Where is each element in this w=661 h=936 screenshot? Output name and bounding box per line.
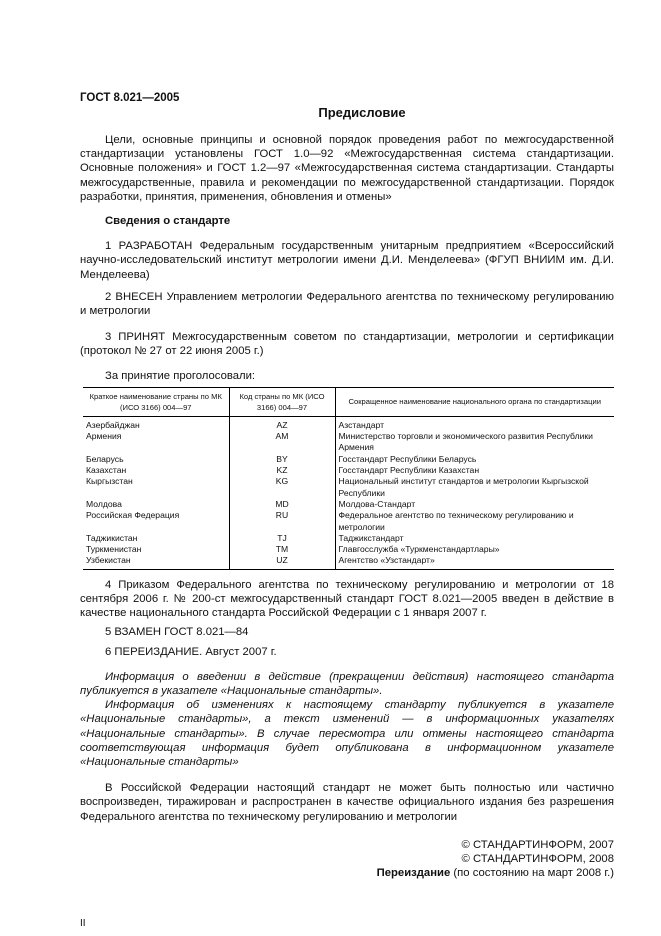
table-row [83,431,614,454]
cell-body: Госстандарт Республики Казахстан [335,465,614,476]
header-country: Краткое наименование страны по МК (ИСО 3166) 004—97 [83,387,229,416]
header-code: Код страны по МК (ИСО 3166) 004—97 [229,387,335,416]
cell-code: AZ [229,416,335,431]
info-paragraph-1: Информация о введении в действие (прекращении действия) настоящего стандарта публикуется в указателе «Национальные стандарты». [80,670,614,697]
item-1: 1 РАЗРАБОТАН Федеральным государственным унитарным предприятием «Всероссийский научно-исследовательский институт метрологии имени Д.И. Менделеева» (ФГУП ВНИИМ им. Д.И. Менделеева) [80,240,614,281]
page-number: II [80,918,86,930]
document-page [80,91,614,930]
table-row [83,555,614,569]
cell-body: Таджикстандарт [335,533,614,544]
cell-body: Министерство торговли и экономического развития Республики Армения [335,431,614,454]
cell-country: Узбекистан [83,555,229,569]
item-4: 4 Приказом Федерального агентства по техническому регулированию и метрологии от 18 сентября 2006 г. № 200-ст межгосударственный стандарт ГОСТ 8.021—2005 введен в действие в качестве национального стандарта Российской Федерации с 1 января 2007 г. [80,578,614,620]
cell-code: MD [229,499,335,510]
reissue-date: (по состоянию на март 2008 г.) [450,867,614,880]
copyright-2008: © СТАНДАРТИНФОРМ, 2008 [461,852,614,865]
cell-code: UZ [229,555,335,569]
cell-body: Главгосслужба «Туркменстандартлары» [335,544,614,555]
cell-body: Федеральное агентство по техническому регулированию и метрологии [335,510,614,533]
cell-code: BY [229,454,335,465]
rights-paragraph: В Российской Федерации настоящий стандарт не может быть полностью или частично воспроизведен, тиражирован и распространен в качестве официального издания без разрешения Федерального агентства по техническому регулированию и метрологии [80,782,614,823]
cell-body: Национальный институт стандартов и метрологии Кыргызской Республики [335,476,614,499]
cell-country: Армения [86,431,122,442]
table-row [83,454,614,465]
table-row [83,533,614,544]
cell-code: RU [229,510,335,533]
voting-table [83,387,614,570]
header-body: Сокращенное наименование национального органа по стандартизации [335,387,614,416]
item-3: 3 ПРИНЯТ Межгосударственным советом по стандартизации, метрологии и сертификации (протокол № 27 от 22 июня 2005 г.) [80,331,614,358]
table-header-row [83,387,614,416]
item-2: 2 ВНЕСЕН Управлением метрологии Федерального агентства по техническому регулированию и метрологии [80,290,614,318]
cell-code: KZ [229,465,335,476]
item-5: 5 ВЗАМЕН ГОСТ 8.021—84 [105,626,249,639]
document-header: ГОСТ 8.021—2005 [80,92,180,104]
copyright-2007: © СТАНДАРТИНФОРМ, 2007 [461,838,614,851]
cell-body: Госстандарт Республики Беларусь [335,454,614,465]
cell-country: Туркменистан [86,544,142,555]
cell-country: Азербайджан [86,419,140,430]
table-row [83,465,614,476]
table-row [83,499,614,510]
info-paragraph-2: Информация об изменениях к настоящему стандарту публикуется в указателе «Национальные стандарты», а текст изменений — в информационных указателях «Национальные стандарты». В случае пересмотра или отмены настоящего стандарта соответствующая информация будет опубликована в информационном указателе «Национальные стандарты» [80,699,614,768]
cell-code: TM [229,544,335,555]
intro-paragraph: Цели, основные принципы и основной порядок проведения работ по межгосударственной стандартизации установлены ГОСТ 1.0—92 «Межгосударственная система стандартизации. Основные положения» и ГОСТ 1.2—97 «Межгосударственная система стандартизации. Стандарты межгосударственные, правила и рекомендации по межгосударственной стандартизации. Порядок разработки, принятия, применения, обновления и отмены» [80,134,614,203]
section-title: Сведения о стандарте [105,215,231,228]
cell-body: Молдова-Стандарт [335,499,614,510]
cell-country: Молдова [86,498,122,509]
cell-country: Кыргызстан [86,476,133,487]
reissue-label: Переиздание [376,867,451,880]
table-row [83,544,614,555]
table-row [83,476,614,499]
cell-body: Агентство «Узстандарт» [335,555,614,569]
table-row [83,416,614,431]
cell-country: Казахстан [86,465,127,476]
vote-label: За принятие проголосовали: [105,369,256,382]
cell-country: Российская Федерация [86,510,180,521]
cell-country: Беларусь [86,453,124,464]
cell-country: Таджикистан [86,532,138,543]
cell-code: AM [229,431,335,454]
cell-body: Азстандарт [335,416,614,431]
cell-code: KG [229,476,335,499]
table-row [83,510,614,533]
item-6: 6 ПЕРЕИЗДАНИЕ. Август 2007 г. [105,645,277,658]
page-title: Предисловие [318,105,406,120]
cell-code: TJ [229,533,335,544]
reissue-note [80,866,614,880]
